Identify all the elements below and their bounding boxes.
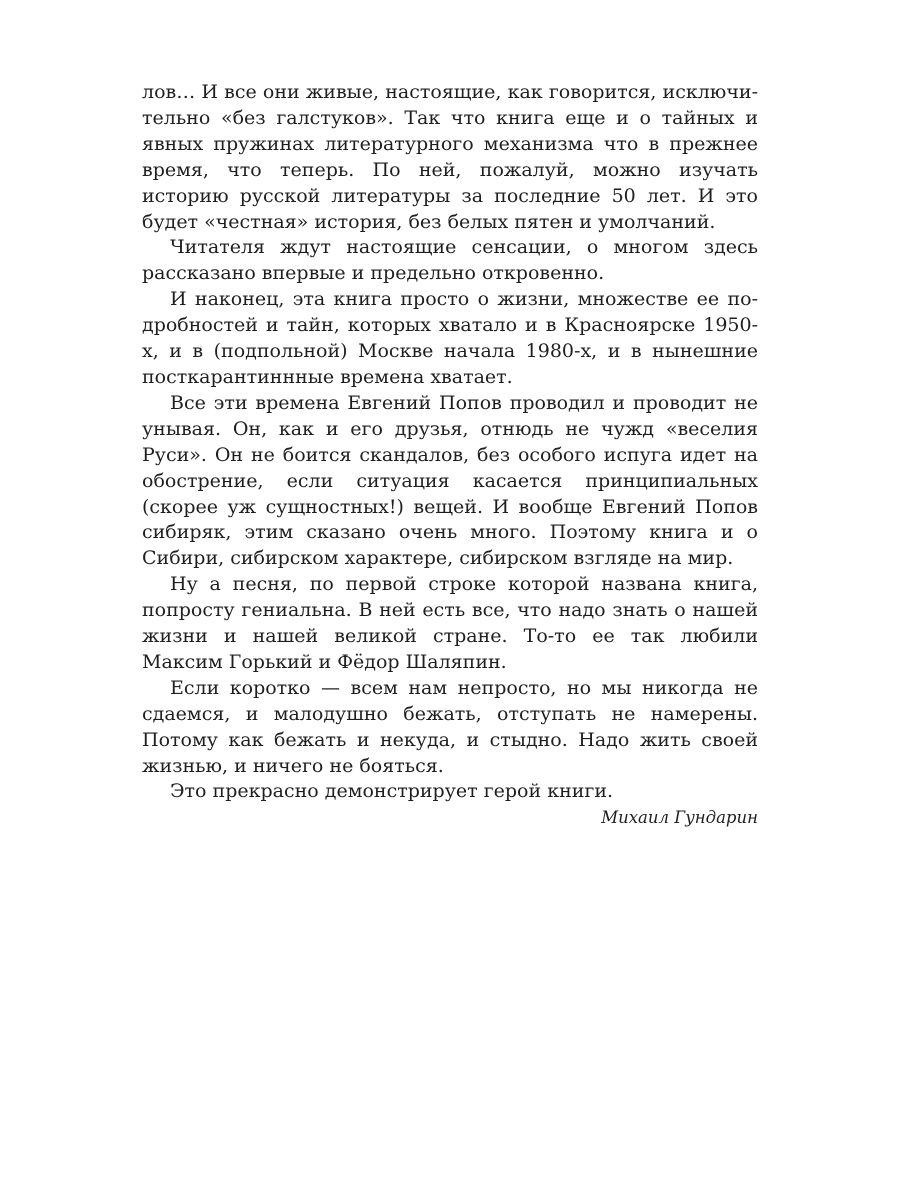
paragraph-1: лов… И все они живые, настоящие, как говорится, исключительно «без галстуков». Так что книга еще и о тайных и явных пружинах литературного механизма что в прежнее время, что теперь. По ней, пожалуй, можно изучать историю русской литературы за последние 50 лет. И это будет «честная» история, без белых пятен и умолчаний. [142,81,758,233]
book-page [142,80,758,831]
paragraph-3: И наконец, эта книга просто о жизни, множестве ее подробностей и тайн, которых хватало и в Красноярске 1950-х, и в (подпольной) Москве начала 1980-х, и в нынешние посткарантиннные времена хватает. [142,288,758,388]
author-signature: Михаил Гундарин [601,808,758,828]
paragraph-4: Все эти времена Евгений Попов проводил и проводит не унывая. Он, как и его друзья, отнюдь не чужд «веселия Руси». Он не боится скандалов, без особого испуга идет на обострение, если ситуация касается принципиальных (скорее уж сущностных!) вещей. И вообще Евгений Попов сибиряк, этим сказано очень много. Поэтому книга и о Сибири, сибирском характере, сибирском взгляде на мир. [142,391,758,570]
paragraph-5: Ну а песня, по первой строке которой названа книга, попросту гениальна. В ней есть все, что надо знать о нашей жизни и нашей великой стране. То-то ее так любили Максим Горький и Фёдор Шаляпин. [142,573,758,673]
paragraph-2: Читателя ждут настоящие сенсации, о многом здесь рассказано впервые и предельно откровенно. [142,236,758,285]
paragraph-7: Это прекрасно демонстрирует герой книги. [170,780,614,803]
paragraph-6: Если коротко — всем нам непросто, но мы никогда не сдаемся, и малодушно бежать, отступать не намерены. Потому как бежать и некуда, и стыдно. Надо жить своей жизнью, и ничего не бояться. [142,676,758,777]
